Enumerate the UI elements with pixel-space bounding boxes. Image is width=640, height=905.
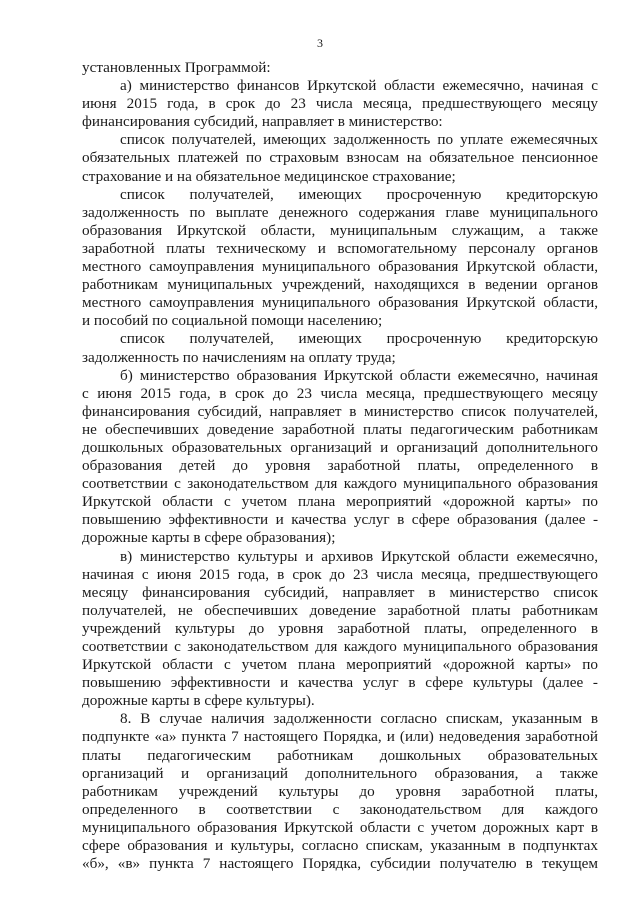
text-line: финансирования субсидий, направляет в министерство список получателей, [82,402,598,420]
text-line: дорожные карты в сфере образования); [82,529,336,547]
text-line: финансирования субсидий, направляет в министерство: [82,113,443,131]
text-line: повышению эффективности и качества услуг в сфере культуры (далее - [82,674,598,692]
text-line: Иркутской области с учетом плана мероприятий «дорожной карты» по [82,493,598,511]
text-line: задолженность по выплате денежного содержания главе муниципального [82,203,598,221]
text-line: образования Иркутской области, муниципальным служащим, а также [82,221,598,239]
text-line: б) министерство образования Иркутской области ежемесячно, начиная [120,366,598,384]
text-line: образования детей до уровня заработной платы, определенного в [82,457,598,475]
text-line: в) министерство культуры и архивов Иркутской области ежемесячно, [120,547,598,565]
text-line: дошкольных образовательных организаций и организаций дополнительного [82,438,598,456]
text-line: местного самоуправления муниципального образования Иркутской области, [82,294,598,312]
text-line: подпункте «а» пункта 7 настоящего Порядка, и (или) недоведения заработной [82,728,598,746]
text-line: и пособий по социальной помощи населению; [82,312,383,330]
text-line: месяцу финансирования субсидий, направляет в министерство список [82,583,598,601]
text-line: список получателей, имеющих просроченную кредиторскую [120,330,598,348]
text-line: Иркутской области с учетом плана мероприятий «дорожной карты» по [82,656,598,674]
text-line: задолженность по начислениям на оплату труда; [82,348,396,366]
text-line: обязательных платежей по страховым взносам на обязательное пенсионное [82,149,598,167]
text-line: список получателей, имеющих задолженность по уплате ежемесячных [120,131,598,149]
text-line: местного самоуправления муниципального образования Иркутской области, [82,258,598,276]
text-line: начиная с июня 2015 года, в срок до 23 числа месяца, предшествующего [82,565,598,583]
document-body [82,59,598,873]
text-line: список получателей, имеющих просроченную кредиторскую [120,185,598,203]
text-line: а) министерство финансов Иркутской области ежемесячно, начиная с [120,77,598,95]
text-line: соответствии с законодательством для каждого муниципального образования [82,638,598,655]
page-number: 3 [317,36,323,50]
text-line: соответствии с законодательством для каждого муниципального образования [82,475,598,493]
text-line: страхование и на обязательное медицинское страхование; [82,167,456,185]
text-line: повышению эффективности и качества услуг в сфере образования (далее - [82,511,598,529]
text-line: работникам учреждений культуры до уровня заработной платы, [82,782,598,800]
text-line: «б», «в» пункта 7 настоящего Порядка, субсидии получателю в текущем [82,855,598,873]
text-line: муниципального образования Иркутской области с учетом дорожных карт в [82,818,598,836]
text-line: организаций и организаций дополнительного образования, а также [82,764,598,782]
text-line: дорожные карты в сфере культуры). [82,692,315,710]
text-line: с июня 2015 года, в срок до 23 числа месяца, предшествующего месяцу [82,384,598,402]
text-line: платы педагогическим работникам дошкольных образовательных [82,746,598,764]
text-line: июня 2015 года, в срок до 23 числа месяца, предшествующего месяцу [82,95,598,113]
text-line: установленных Программой: [82,59,271,76]
text-line: заработной платы техническому и вспомогательному персоналу органов [82,239,598,257]
text-line: получателей, не обеспечивших доведение заработной платы работникам [82,601,598,619]
text-line: учреждений культуры до уровня заработной платы, определенного в [82,619,598,637]
text-line: сфере образования и культуры, согласно спискам, указанным в подпунктах [82,837,598,855]
text-line: 8. В случае наличия задолженности согласно спискам, указанным в [120,710,598,728]
text-line: работникам муниципальных учреждений, находящихся в ведении органов [82,276,598,294]
text-line: определенного в соответствии с законодательством для каждого [82,800,598,818]
text-line: не обеспечивших доведение заработной платы педагогическим работникам [82,420,598,438]
